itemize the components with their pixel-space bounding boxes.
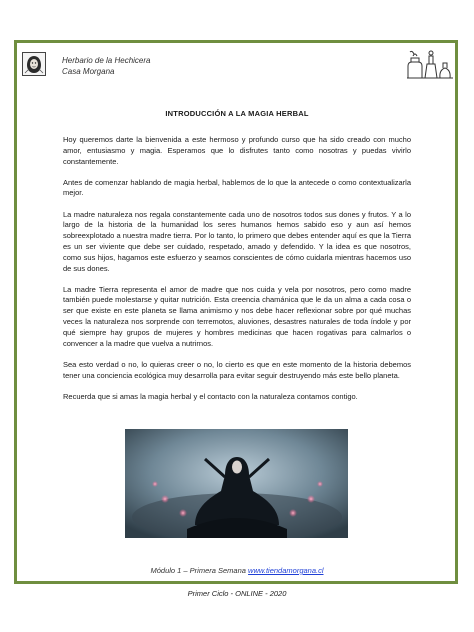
- paragraph-mother-earth: La madre Tierra representa el amor de madre que nos cuida y vela por nosotros, pero como madre también puede molestarse y quitar nutrición. Esta creencia chamánica que le da un alma a cada cosa o ser que existe en este planeta se llama animismo y nos debe hacer reflexionar sobre por qué muchas veces la naturaleza nos sorprende con terremotos, aluviones, desastres naturales de toda índole y por qué siempre hay grupos de mujeres y hombres medicinas que hacen rogativas para calmarlos o convencer a la madre que vuelva a nutrirnos.: [63, 284, 411, 348]
- footer-cycle: Primer Ciclo - ONLINE - 2020: [187, 589, 287, 598]
- header-title: [62, 55, 151, 77]
- document-title: INTRODUCCIÓN A LA MAGIA HERBAL: [165, 109, 309, 118]
- footer-module-text: Módulo 1 – Primera Semana: [150, 566, 246, 575]
- paragraph-welcome: Hoy queremos darte la bienvenida a este hermoso y profundo curso que ha sido creado con mucho amor, entusiasmo y magia. Esperamos que lo disfrutes tanto como nosotras y puedas vivirlo constantemente.: [63, 135, 411, 166]
- paragraph-ecology: Sea esto verdad o no, lo quieras creer o no, lo cierto es que en este momento de la historia debemos tener una conciencia ecológica muy desarrolla para evitar seguir destruyendo más este bello planeta.: [63, 359, 411, 380]
- website-link[interactable]: www.tiendamorgana.cl: [248, 566, 324, 575]
- header-line-casa: Casa Morgana: [62, 67, 115, 76]
- header-line-herbario: Herbario de la Hechicera: [62, 56, 151, 65]
- paragraph-reminder: Recuerda que si amas la magia herbal y el contacto con la naturaleza contamos contigo.: [63, 391, 358, 401]
- footer-module: [0, 566, 474, 575]
- document-body: [63, 135, 411, 413]
- herbal-jars-icon: [405, 46, 455, 80]
- paragraph-nature: La madre naturaleza nos regala constantemente cada uno de nosotros todos sus dones y frutos. Y a lo largo de la historia de la humanidad los seres humanos hemos sabido eso y aun así hemos sobreexplotado a nuestra madre tierra. Por lo tanto, lo primero que debes entender aquí es que la Tierra es un ser viviente que debe ser cuidado, respetado, amado y defendido. Y la idea es que nosotros, como sus hijos, hagamos este esfuerzo y seamos conscientes de cómo cuidarla mientras hacemos uso de sus dones.: [63, 209, 411, 273]
- witch-portrait-icon: [22, 52, 46, 76]
- witch-meditation-photo: [125, 429, 348, 538]
- paragraph-context: Antes de comenzar hablando de magia herbal, hablemos de lo que la antecede o como contextualizarla mejor.: [63, 177, 411, 198]
